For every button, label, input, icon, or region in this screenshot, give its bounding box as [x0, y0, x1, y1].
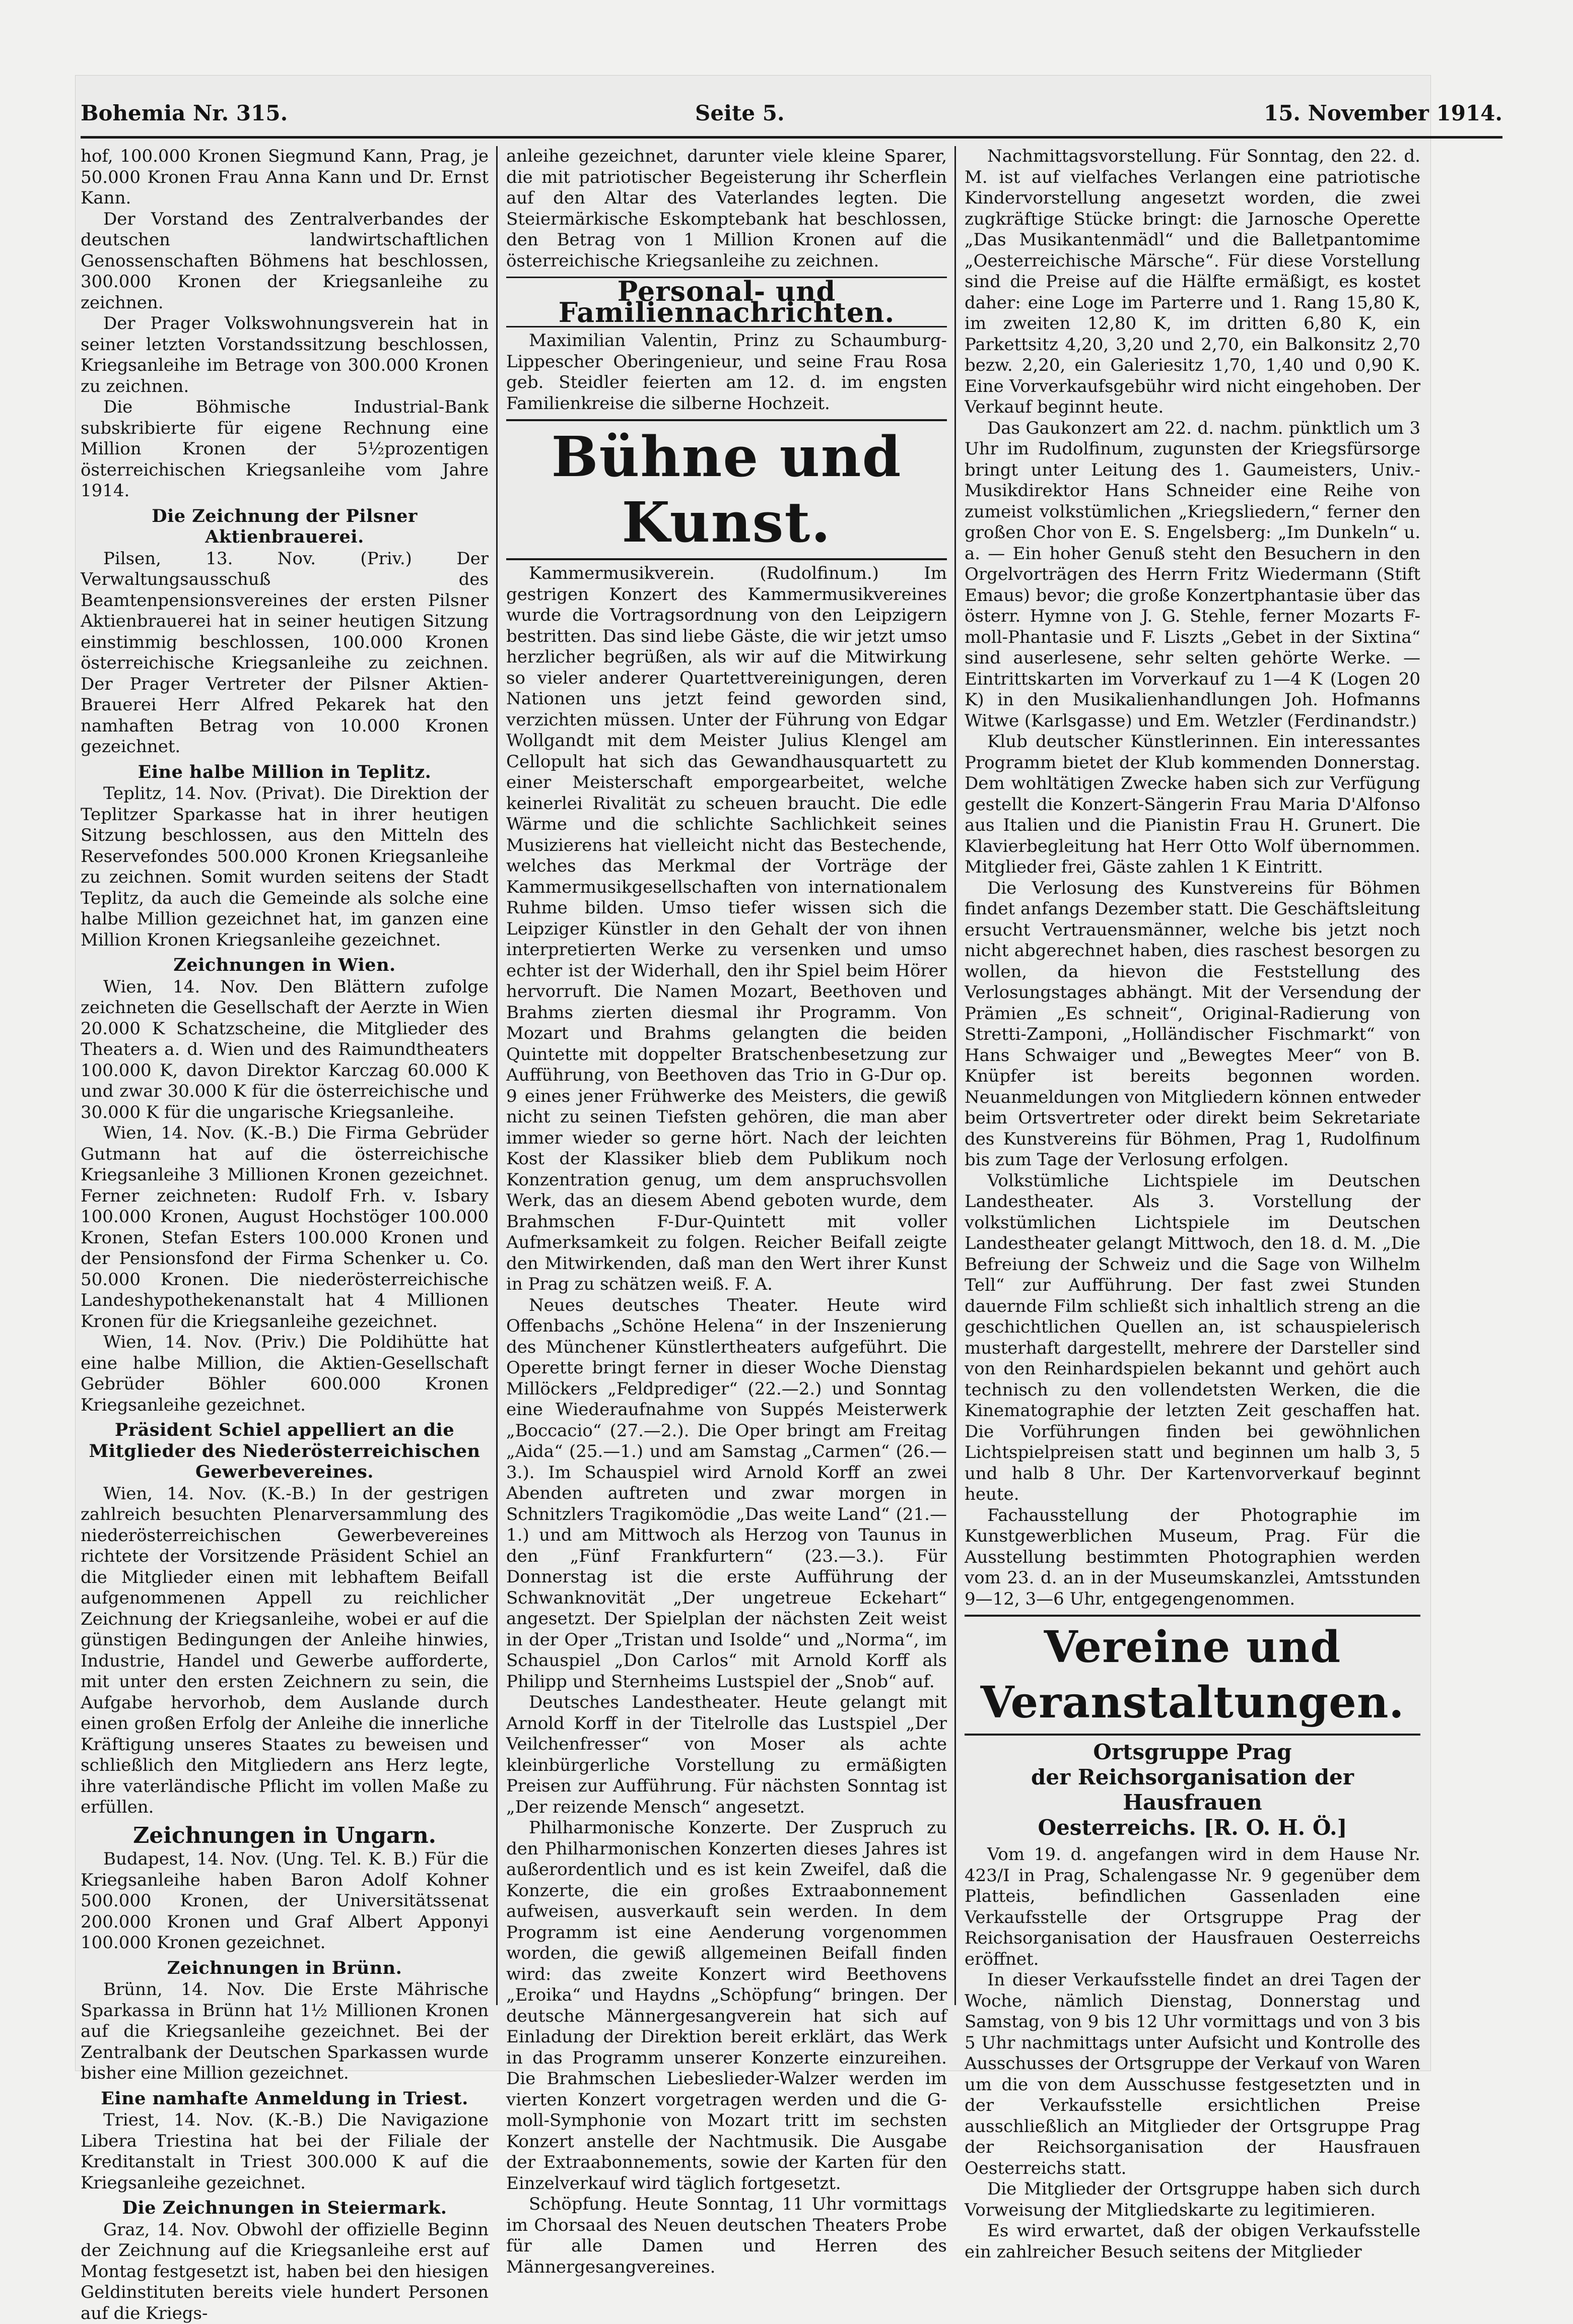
section-heading: Die Zeichnungen in Steiermark. — [81, 2198, 489, 2219]
paragraph: Budapest, 14. Nov. (Ung. Tel. K. B.) Für die Kriegsanleihe haben Baron Adolf Kohner 500.000 Kronen, der Universitätssenat 200.000 Kronen und Graf Albert Apponyi 100.000 Kronen gezeichnet. — [81, 1849, 489, 1954]
organization-heading-line: Oesterreichs. [R. O. H. Ö.] — [965, 1815, 1420, 1840]
paragraph: Wien, 14. Nov. (Priv.) Die Poldihütte hat eine halbe Million, die Aktien-Gesellschaft Gebrüder Böhler 600.000 Kronen Kriegsanleihe gezeichnet. — [81, 1332, 489, 1416]
column-divider — [954, 146, 956, 2005]
paragraph: Triest, 14. Nov. (K.-B.) Die Navigazione Libera Triestina hat bei der Filiale der Kreditanstalt in Triest 300.000 K auf die Kriegsanleihe gezeichnet. — [81, 2110, 489, 2194]
header-rule — [81, 136, 1502, 139]
paragraph: Vom 19. d. angefangen wird in dem Hause Nr. 423/I in Prag, Schalengasse Nr. 9 gegenüber dem Platteis, befindlichen Gassenladen eine Verkaufsstelle der Ortsgruppe Prag der Reichsorganisation der Hausfrauen Oesterreichs eröffnet. — [965, 1844, 1420, 1970]
section-heading: Präsident Schiel appelliert an die Mitglieder des Niederösterreichischen Gewerbevereines. — [81, 1420, 489, 1483]
paragraph: Der Vorstand des Zentralverbandes der deutschen landwirtschaftlichen Genossenschaften Böhmens hat beschlossen, 300.000 Kronen der Kriegsanleihe zu zeichnen. — [81, 209, 489, 314]
header-date: 15. November 1914. — [1264, 101, 1502, 125]
paragraph: Wien, 14. Nov. (K.-B.) Die Firma Gebrüder Gutmann hat auf die österreichische Kriegsanleihe 3 Millionen Kronen gezeichnet. Ferner zeichneten: Rudolf Frh. v. Isbary 100.000 Kronen, August Hochstöger 100.000 Kronen, Stefan Esters 100.000 Kronen und der Pensionsfond der Firma Schenker u. Co. 50.000 Kronen. Die niederösterreichische Landeshypothekenanstalt hat 4 Millionen Kronen für die Kriegsanleihe gezeichnet. — [81, 1123, 489, 1332]
paragraph: Die Verlosung des Kunstvereins für Böhmen findet anfangs Dezember statt. Die Geschäftsleitung ersucht Vertrauensmänner, welche bis jetzt noch nicht abgerechnet haben, dies raschest besorgen zu wollen, da hievon die Feststellung des Verlosungstages abhängt. Mit der Versendung der Prämien „Es schneit“, Original-Radierung von Stretti-Zamponi, „Holländischer Fischmarkt“ von Hans Schwaiger und „Bewegtes Meer“ von B. Knüpfer ist bereits begonnen worden. Neuanmeldungen von Mitgliedern können entweder beim Ortsvertreter oder direkt beim Sekretariate des Kunstvereins für Böhmen, Prag 1, Rudolfinum bis zum Tage der Verlosung erfolgen. — [965, 878, 1420, 1171]
paragraph: Wien, 14. Nov. (K.-B.) In der gestrigen zahlreich besuchten Plenarversammlung des niederösterreichischen Gewerbevereines richtete der Vorsitzende Präsident Schiel an die Mitglieder einen mit lebhaftem Beifall aufgenommenen Appell zu reichlicher Zeichnung der Kriegsanleihe, wobei er auf die günstigen Bedingungen der Anleihe hinwies, Industrie, Handel und Gewerbe aufforderte, mit unter den ersten Zeichnern zu sein, die Aufgabe hervorhob, dem Auslande durch einen großen Erfolg der Anleihe die innerliche Kräftigung unseres Staates zu beweisen und schließlich den Mitgliedern ans Herz legte, ihre vaterländische Pflicht im vollen Maße zu erfüllen. — [81, 1484, 489, 1818]
paragraph: Die Mitglieder der Ortsgruppe haben sich durch Vorweisung der Mitgliedskarte zu legitimieren. — [965, 2179, 1420, 2221]
paragraph: Fachausstellung der Photographie im Kunstgewerblichen Museum, Prag. Für die Ausstellung bestimmten Photographien werden vom 23. d. an in der Museumskanzlei, Amtsstunden 9—12, 3—6 Uhr, entgegengenommen. — [965, 1505, 1420, 1610]
paragraph: Pilsen, 13. Nov. (Priv.) Der Verwaltungsausschuß des Beamtenpensionsvereines der ersten Pilsner Aktienbrauerei hat in seiner heutigen Sitzung einstimmig beschlossen, 100.000 Kronen österreichische Kriegsanleihe zu zeichnen. Der Prager Vertreter der Pilsner Aktien-Brauerei Herr Alfred Pekarek hat den namhaften Betrag von 10.000 Kronen gezeichnet. — [81, 549, 489, 758]
paragraph: Es wird erwartet, daß der obigen Verkaufsstelle ein zahlreicher Besuch seitens der Mitglieder — [965, 2221, 1420, 2263]
paragraph: In dieser Verkaufsstelle findet an drei Tagen der Woche, nämlich Dienstag, Donnerstag und Samstag, von 9 bis 12 Uhr vormittags und von 3 bis 5 Uhr nachmittags unter Aufsicht und Kontrolle des Ausschusses der Ortsgruppe der Verkauf von Waren um die von dem Ausschusse festgesetzten und in der Verkaufsstelle ersichtlichen Preise ausschließlich an Mitglieder der Ortsgruppe Prag der Reichsorganisation der Hausfrauen Oesterreichs statt. — [965, 1970, 1420, 2179]
paragraph: Schöpfung. Heute Sonntag, 11 Uhr vormittags im Chorsaal des Neuen deutschen Theaters Probe für alle Damen und Herren des Männergesangvereines. — [506, 2194, 947, 2278]
paragraph: Neues deutsches Theater. Heute wird Offenbachs „Schöne Helena“ in der Inszenierung des Münchener Künstlertheaters aufgeführt. Die Operette bringt ferner in dieser Woche Dienstag Millöckers „Feldprediger“ (22.—2.) und Sonntag eine Wiederaufnahme von Suppés Meisterwerk „Boccacio“ (27.—2.). Die Oper bringt am Freitag „Aida“ (25.—1.) und am Samstag „Carmen“ (26.—3.). Im Schauspiel wird Arnold Korff an zwei Abenden auftreten und zwar morgen in Schnitzlers Tragikomödie „Das weite Land“ (21.—1.) und am Mittwoch als Herzog von Taunus in den „Fünf Frankfurtern“ (23.—3.). Für Donnerstag ist die erste Aufführung der Schwanknovität „Der ungetreue Eckehart“ angesetzt. Der Spielplan der nächsten Zeit weist in der Oper „Tristan und Isolde“ und „Norma“, im Schauspiel „Don Carlos“ mit Arnold Korff als Philipp und Sternheims Lustspiel der „Snob“ auf. — [506, 1295, 947, 1693]
page-header — [81, 101, 1502, 136]
paragraph: Nachmittagsvorstellung. Für Sonntag, den 22. d. M. ist auf vielfaches Verlangen eine patriotische Kindervorstellung angesetzt worden, die zwei zugkräftige Stücke bringt: die Jarnosche Operette „Das Musikantenmädl“ und die Balletpantomime „Oesterreichische Märsche“. Für diese Vorstellung sind die Preise auf die Hälfte ermäßigt, es kostet daher: eine Loge im Parterre und 1. Rang 15,80 K, im zweiten 12,80 K, im dritten 6,80 K, ein Parkettsitz 4,20, 3,20 und 2,70, ein Balkonsitz 2,70 bezw. 2,20, ein Galeriesitz 1,70, 1,40 und 0,90 K. Eine Vorverkaufsgebühr wird nicht eingehoben. Der Verkauf beginnt heute. — [965, 146, 1420, 418]
header-issue: Bohemia Nr. 315. — [81, 101, 288, 125]
paragraph: anleihe gezeichnet, darunter viele kleine Sparer, die mit patriotischer Begeisterung ihr Scherflein auf den Altar des Vaterlandes legten. Die Steiermärkische Eskomptebank hat beschlossen, den Betrag von 1 Million Kronen auf die österreichische Kriegsanleihe zu zeichnen. — [506, 146, 947, 272]
section-banner: Bühne und Kunst. — [506, 419, 947, 560]
paragraph: Klub deutscher Künstlerinnen. Ein interessantes Programm bietet der Klub kommenden Donnerstag. Dem wohltätigen Zwecke haben sich zur Verfügung gestellt die Konzert-Sängerin Frau Maria D'Alfonso aus Italien und die Pianistin Frau H. Grunert. Die Klavierbegleitung hat Herr Otto Wolf übernommen. Mitglieder frei, Gäste zahlen 1 K Eintritt. — [965, 732, 1420, 878]
section-banner: Vereine und Veranstaltungen. — [965, 1615, 1420, 1736]
paragraph: Teplitz, 14. Nov. (Privat). Die Direktion der Teplitzer Sparkasse hat in ihrer heutigen Sitzung beschlossen, aus den Mitteln des Reservefondes 500.000 Kronen Kriegsanleihe zu zeichnen. Somit wurden seitens der Stadt Teplitz, da auch die Gemeinde als solche eine halbe Million gezeichnet hat, im ganzen eine Million Kronen Kriegsanleihe gezeichnet. — [81, 783, 489, 951]
paragraph: Graz, 14. Nov. Obwohl der offizielle Beginn der Zeichnung auf die Kriegsanleihe erst auf Montag festgesetzt ist, haben bei den hiesigen Geldinstituten bereits viele hundert Personen auf die Kriegs- — [81, 2220, 489, 2324]
section-banner: Personal- und Familiennachrichten. — [506, 277, 947, 327]
organization-heading — [965, 1740, 1420, 1840]
column-divider — [496, 146, 498, 2005]
section-heading: Eine halbe Million in Teplitz. — [81, 762, 489, 783]
column-2 — [506, 146, 947, 2005]
column-1 — [81, 146, 489, 2005]
section-heading: Zeichnungen in Wien. — [81, 955, 489, 976]
section-heading: Zeichnungen in Brünn. — [81, 1958, 489, 1979]
paragraph: Deutsches Landestheater. Heute gelangt mit Arnold Korff in der Titelrolle das Lustspiel „Der Veilchenfresser“ von Moser als achte kleinbürgerliche Vorstellung zu ermäßigten Preisen zur Aufführung. Für nächsten Sonntag ist „Der reizende Mensch“ angesetzt. — [506, 1692, 947, 1818]
section-heading: Die Zeichnung der Pilsner Aktienbrauerei. — [81, 506, 489, 548]
organization-heading-line: Ortsgruppe Prag — [965, 1740, 1420, 1765]
paragraph: Philharmonische Konzerte. Der Zuspruch zu den Philharmonischen Konzerten dieses Jahres ist außerordentlich und es ist kein Zweifel, daß die Konzerte, die ein großes Extraabonnement aufweisen, ausverkauft sein werden. In dem Programm ist eine Aenderung vorgenommen worden, die gewiß allgemeinen Beifall finden wird: das zweite Konzert wird Beethovens „Eroika“ und Haydns „Schöpfung“ bringen. Der deutsche Männergesangverein hat sich auf Einladung der Direktion bereit erklärt, das Werk in das Programm unserer Konzerte einzureihen. Die Brahmschen Liebeslieder-Walzer werden im vierten Konzert vorgetragen werden und die G-moll-Symphonie von Mozart tritt im sechsten Konzert anstelle der Nachtmusik. Die Ausgabe der Extraabonnements, sowie der Karten für den Einzelverkauf wird täglich fortgesetzt. — [506, 1818, 947, 2194]
paragraph: Volkstümliche Lichtspiele im Deutschen Landestheater. Als 3. Vorstellung der volkstümlichen Lichtspiele im Deutschen Landestheater gelangt Mittwoch, den 18. d. M. „Die Befreiung der Schweiz und die Sage von Wilhelm Tell“ zur Aufführung. Der fast zwei Stunden dauernde Film schließt sich inhaltlich streng an die geschichtlichen Quellen an, ist schauspielerisch musterhaft dargestellt, mehrere der Darsteller sind von den Reinhardspielen bekannt und gehört auch technisch zu den vollendetsten Werken, die die Kinematographie der letzten Zeit geschaffen hat. Die Vorführungen finden bei gewöhnlichen Lichtspielpreisen statt und beginnen um halb 3, 5 und halb 8 Uhr. Der Kartenvorverkauf beginnt heute. — [965, 1171, 1420, 1505]
section-heading: Zeichnungen in Ungarn. — [81, 1825, 489, 1846]
section-heading: Eine namhafte Anmeldung in Triest. — [81, 2088, 489, 2109]
paragraph: Die Böhmische Industrial-Bank subskribierte für eigene Rechnung eine Million Kronen der 5½prozentigen österreichischen Kriegsanleihe vom Jahre 1914. — [81, 397, 489, 502]
column-3 — [965, 146, 1420, 2005]
paragraph: Brünn, 14. Nov. Die Erste Mährische Sparkassa in Brünn hat 1½ Millionen Kronen auf die Kriegsanleihe gezeichnet. Bei der Zentralbank der Deutschen Sparkassen wurde bisher eine Million gezeichnet. — [81, 1979, 489, 2084]
paragraph: hof, 100.000 Kronen Siegmund Kann, Prag, je 50.000 Kronen Frau Anna Kann und Dr. Ernst Kann. — [81, 146, 489, 209]
paragraph: Kammermusikverein. (Rudolfinum.) Im gestrigen Konzert des Kammermusikvereines wurde die Vortragsordnung von den Leipzigern bestritten. Das sind liebe Gäste, die wir jetzt umso herzlicher begrüßen, als wir auf die Mitwirkung so vieler anderer Quartettvereinigungen, deren Nationen uns jetzt feind geworden sind, verzichten müssen. Unter der Führung von Edgar Wollgandt mit dem Meister Julius Klengel am Cellopult hat sich das Gewandhausquartett zu einer Meisterschaft emporgearbeitet, welche keinerlei Rivalität zu scheuen braucht. Die edle Wärme und die schlichte Sachlichkeit seines Musizierens hat vielleicht nicht das Bestechende, welches das Merkmal der Vorträge der Kammermusikgesellschaften von internationalem Ruhme bilden. Umso tiefer wissen sich die Leipziger Künstler in den Gehalt der von ihnen interpretierten Werke zu versenken und umso echter ist der Widerhall, den ihr Spiel beim Hörer hervorruft. Die Namen Mozart, Beethoven und Brahms zierten diesmal ihr Programm. Von Mozart und Brahms gelangten die beiden Quintette mit doppelter Bratschenbesetzung zur Aufführung, von Beethoven das Trio in G-Dur op. 9 eines jener Frühwerke des Meisters, die gewiß nicht zu seinen Tiefsten gehören, die man aber immer wieder so gerne hört. Nach der leichten Kost der Klassiker blieb dem Publikum noch Konzentration genug, um dem anspruchsvollen Werk, das an diesem Abend geboten wurde, dem Brahmschen F-Dur-Quintett mit voller Aufmerksamkeit zu folgen. Reicher Beifall zeigte den Mitwirkenden, daß man den Wert ihrer Kunst in Prag zu schätzen weiß. F. A. — [506, 563, 947, 1295]
paragraph: Das Gaukonzert am 22. d. nachm. pünktlich um 3 Uhr im Rudolfinum, zugunsten der Kriegsfürsorge bringt unter Leitung des 1. Gaumeisters, Univ.-Musikdirektor Hans Schneider eine Reihe von zumeist volkstümlichen „Kriegsliedern,“ ferner den großen Chor von E. S. Engelsberg: „Im Dunkeln“ u. a. — Ein hoher Genuß steht den Besuchern in den Orgelvorträgen des Herrn Fritz Wiedermann (Stift Emaus) bevor; die große Konzertphantasie über das österr. Hymne von J. G. Stehle, ferner Mozarts F-moll-Phantasie und F. Liszts „Gebet in der Sixtina“ sind auserlesene, sehr selten gehörte Werke. — Eintrittskarten im Vorverkauf zu 1—4 K (Logen 20 K) in den Musikalienhandlungen Joh. Hofmanns Witwe (Karlsgasse) und Em. Wetzler (Ferdinandstr.) — [965, 418, 1420, 732]
organization-heading-line: der Reichsorganisation der Hausfrauen — [965, 1765, 1420, 1815]
paragraph: Maximilian Valentin, Prinz zu Schaumburg-Lippescher Oberingenieur, und seine Frau Rosa geb. Steidler feierten am 12. d. im engsten Familienkreise die silberne Hochzeit. — [506, 330, 947, 414]
paragraph: Wien, 14. Nov. Den Blättern zufolge zeichneten die Gesellschaft der Aerzte in Wien 20.000 K Schatzscheine, die Mitglieder des Theaters a. d. Wien und des Raimundtheaters 100.000 K, davon Direktor Karczag 60.000 K und zwar 30.000 K für die österreichische und 30.000 K für die ungarische Kriegsanleihe. — [81, 977, 489, 1123]
header-page-number: Seite 5. — [695, 101, 785, 125]
paragraph: Der Prager Volkswohnungsverein hat in seiner letzten Vorstandssitzung beschlossen, Kriegsanleihe im Betrage von 300.000 Kronen zu zeichnen. — [81, 313, 489, 397]
